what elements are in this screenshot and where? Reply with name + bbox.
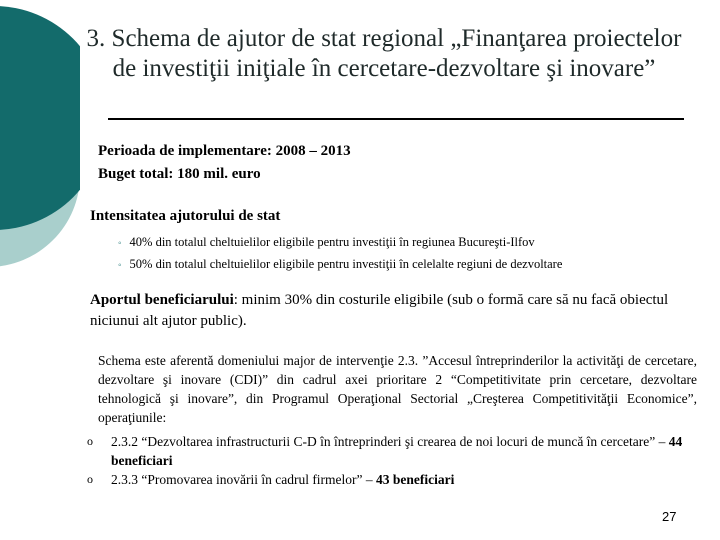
bullet-icon: o bbox=[87, 434, 93, 448]
list-item: ◦ 40% din totalul cheltuielilor eligibile pentru investiţii în regiunea Bucureşti-Ilfov bbox=[118, 235, 535, 249]
contribution-label: Aportul beneficiarului bbox=[90, 292, 234, 308]
beneficiary-count: 43 beneficiari bbox=[376, 472, 455, 487]
beneficiary-contribution bbox=[90, 290, 695, 332]
slide-title: 3. Schema de ajutor de stat regional „Finanţarea proiectelor de investiţii iniţiale în cercetare-dezvoltare şi inovare” bbox=[86, 25, 682, 82]
decorative-circles bbox=[0, 0, 80, 300]
bullet-icon: ◦ bbox=[118, 238, 122, 249]
bullet-icon: o bbox=[87, 472, 93, 486]
list-item: o 2.3.3 “Promovarea inovării în cadrul firmelor” – 43 beneficiari bbox=[87, 472, 455, 487]
beneficiary-count: 44 beneficiari bbox=[111, 434, 683, 468]
operations-list bbox=[87, 432, 697, 489]
total-budget: Buget total: 180 mil. euro bbox=[98, 166, 261, 182]
intensity-heading: Intensitatea ajutorului de stat bbox=[90, 208, 281, 224]
page-number: 27 bbox=[662, 509, 677, 524]
title-underline bbox=[108, 118, 684, 120]
intensity-list bbox=[118, 232, 562, 276]
bullet-icon: ◦ bbox=[118, 260, 122, 271]
contribution-text: : minim 30% din costurile eligibile (sub o formă care să nu facă obiectul niciunui alt ajutor public). bbox=[90, 292, 669, 329]
schema-paragraph: Schema este aferentă domeniului major de intervenţie 2.3. ”Accesul întreprinderilor la activităţi de cercetare, dezvoltare şi inovare (CDI)” din cadrul axei prioritare 2 “Competitivitate prin cercetare, dezvoltare tehnologică şi inovare”, din Programul Operaţional Sectorial „Creşterea Competitivităţii Economice”, operaţiunile: bbox=[98, 353, 697, 425]
list-item: ◦ 50% din totalul cheltuielilor eligibile pentru investiţii în celelalte regiuni de dezvoltare bbox=[118, 257, 563, 271]
implementation-period: Perioada de implementare: 2008 – 2013 bbox=[98, 143, 351, 159]
list-item: o 2.3.2 “Dezvoltarea infrastructurii C-D în întreprinderi şi crearea de noi locuri de muncă în cercetare” – 44 beneficiari bbox=[87, 434, 683, 468]
project-meta bbox=[98, 140, 351, 186]
